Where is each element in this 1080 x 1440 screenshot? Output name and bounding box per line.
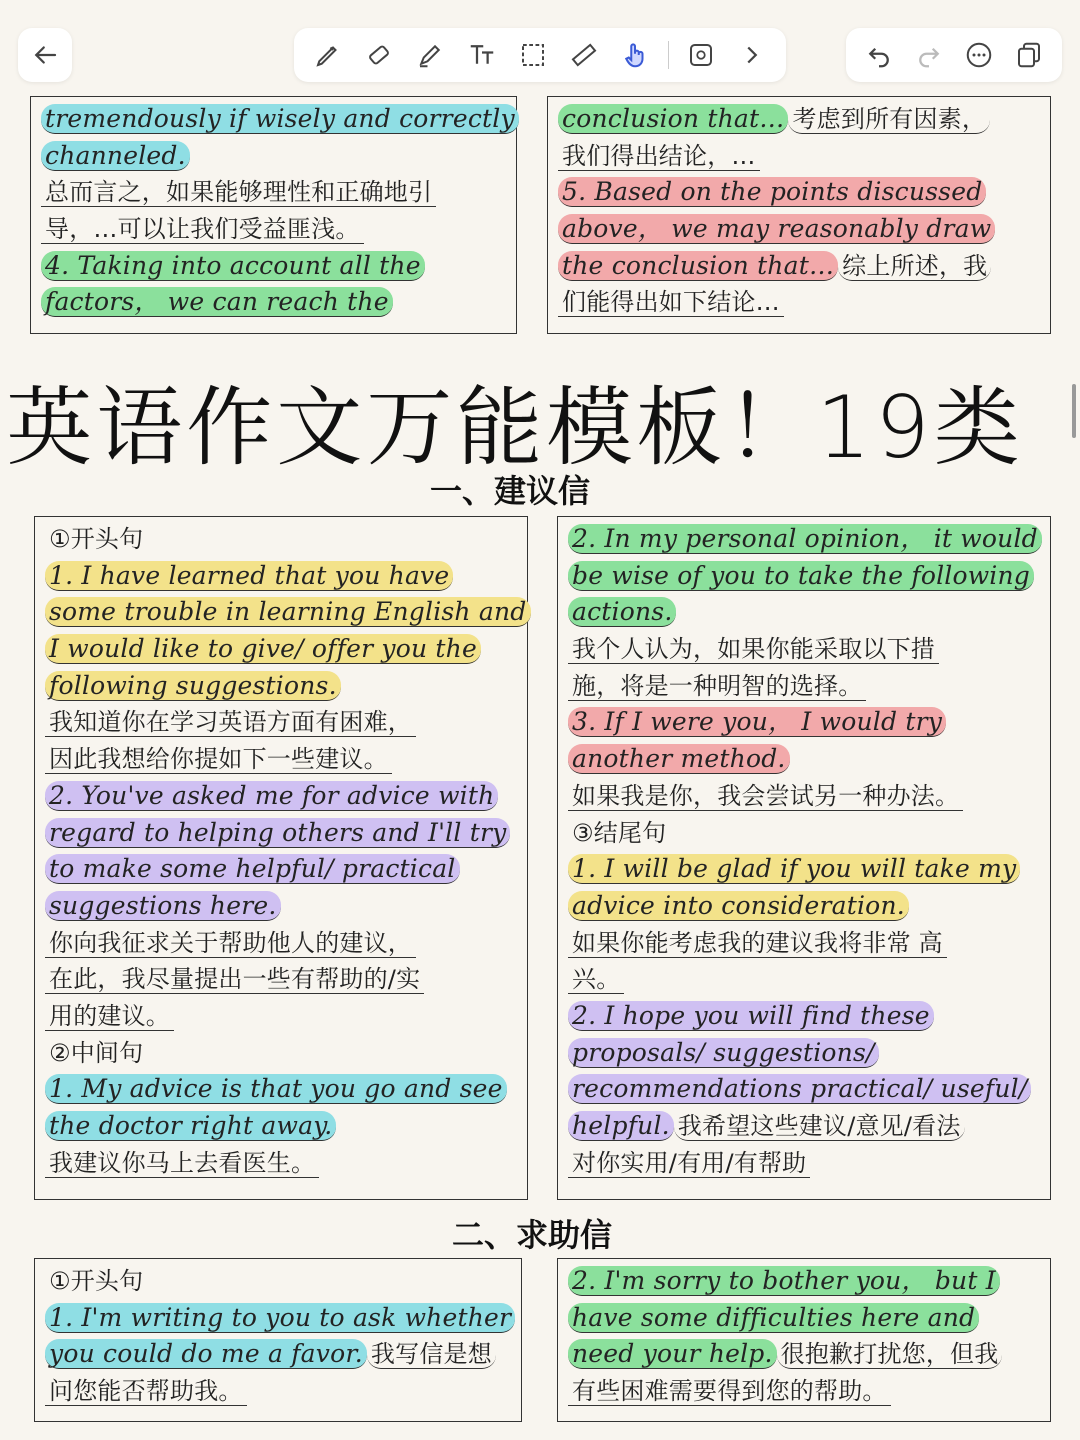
note-line-translation: 我希望这些建议/意见/看法 [674,1112,965,1141]
back-button[interactable] [18,28,72,82]
note-line-text: 1. I have learned that you have [45,561,453,591]
note-line-text: 用的建议。 [45,1002,174,1031]
note-line [568,888,1040,925]
chevron-right-icon[interactable] [733,36,771,74]
note-line-text: 如果我是你，我会尝试另一种办法。 [568,782,963,811]
note-line [568,631,1040,668]
note-line-text: 因此我想给你提如下一些建议。 [45,745,392,774]
note-line-text: 兴。 [568,965,624,994]
note-line [45,1263,511,1300]
note-line [45,521,517,558]
note-line [41,284,506,321]
note-line-text: 1. I will be glad if you will take my [568,854,1020,884]
note-line-text: ①开头句 [49,525,144,553]
note-line [41,101,515,138]
scrollbar[interactable] [1072,384,1076,438]
note-box-suggestion-right [557,516,1051,1200]
pen-icon[interactable] [309,36,347,74]
note-line [568,741,1040,778]
note-line-text: 导，…可以让我们受益匪浅。 [41,215,364,244]
note-line [45,815,517,852]
note-line-text: you could do me a favor. [45,1339,367,1369]
note-line [568,668,1040,705]
note-line [45,925,517,962]
note-line-text: 你向我征求关于帮助他人的建议， [45,929,416,958]
note-line-text: recommendations practical/ useful/ [568,1074,1031,1104]
note-line-text: 有些困难需要得到您的帮助。 [568,1377,891,1406]
note-box-top-left [30,96,517,334]
note-line-text: 我建议你马上去看医生。 [45,1149,319,1178]
note-line [568,925,1040,962]
note-line [45,1071,517,1108]
section-title-help-letter: 二、求助信 [452,1216,613,1254]
note-line-text: some trouble in learning English and [45,597,531,627]
note-line [568,1145,1040,1182]
note-line-text: suggestions here. [45,891,281,921]
note-line [45,1373,511,1410]
note-line-text: another method. [568,744,790,774]
note-line [558,174,1040,211]
text-icon[interactable] [463,36,501,74]
note-box-help-left [34,1258,522,1422]
ruler-icon[interactable] [565,36,603,74]
note-line-text: conclusion that… [558,104,788,134]
note-line [45,741,517,778]
note-line-translation: 我写信是想 [367,1340,496,1369]
note-line [45,998,517,1035]
pages-icon[interactable] [1010,36,1048,74]
note-line [568,998,1040,1035]
note-line [45,851,517,888]
note-line-text: 2. You've asked me for advice with [45,781,498,811]
note-line-text: 如果你能考虑我的建议我将非常 高 [568,929,947,958]
section-title-suggestion-letter: 一、建议信 [430,472,591,510]
note-line-text: 1. I'm writing to you to ask whether [45,1303,515,1333]
drawing-toolbar [294,28,786,82]
note-line-text: 对你实用/有用/有帮助 [568,1149,810,1178]
note-line-text: 3. If I were you， I would try [568,707,946,737]
note-line-text: actions. [568,597,676,627]
note-line [45,1300,511,1337]
note-line [558,211,1040,248]
note-line-text: proposals/ suggestions/ [568,1038,879,1068]
note-line-text: 我知道你在学习英语方面有困难， [45,708,416,737]
note-line-text: ②中间句 [49,1038,144,1067]
note-line [568,1300,1040,1337]
note-box-top-right [547,96,1051,334]
note-line [568,1035,1040,1072]
note-line-text: have some difficulties here and [568,1303,979,1333]
note-line-text: 在此，我尽量提出一些有帮助的/实 [45,965,424,994]
note-line [568,1336,1040,1373]
highlighter-icon[interactable] [411,36,449,74]
note-line [45,558,517,595]
note-line [45,961,517,998]
note-line-text: regard to helping others and I'll try [45,818,510,848]
note-line-translation: 综上所述，我 [838,252,991,281]
note-line-text: helpful. [568,1111,674,1141]
note-line [41,248,506,285]
eraser-icon[interactable] [360,36,398,74]
note-line-text: 2. In my personal opinion， it would [568,524,1042,554]
note-line [558,138,1040,175]
lasso-icon[interactable] [514,36,552,74]
note-line-text: channeled. [41,141,190,171]
note-line-text: factors， we can reach the [41,287,393,317]
note-line-text: be wise of you to take the following [568,561,1034,591]
note-line-text: ①开头句 [49,1267,144,1295]
note-line [568,961,1040,998]
note-line [41,174,506,211]
page-title: 英语作文万能模板！19类 [6,378,1024,478]
note-line [568,1071,1040,1108]
hand-pointer-icon[interactable] [616,36,654,74]
note-line-text: following suggestions. [45,671,341,701]
note-line-text: 们能得出如下结论… [558,288,784,317]
action-toolbar [846,28,1062,82]
note-line-text: I would like to give/ offer you the [45,634,481,664]
note-line [568,704,1040,741]
note-line [45,778,517,815]
note-line [568,778,1040,815]
note-line [568,1373,1040,1410]
note-line-text: 问您能否帮助我。 [45,1377,247,1406]
note-line-text: 总而言之，如果能够理性和正确地引 [41,178,436,207]
note-line [45,888,517,925]
note-line [568,851,1040,888]
note-line-text: 1. My advice is that you go and see [45,1074,507,1104]
note-line [41,211,506,248]
note-line-text: ③结尾句 [572,818,667,847]
note-line-text: to make some helpful/ practical [45,854,460,884]
note-line-text: the doctor right away. [45,1111,336,1141]
note-line [45,594,527,631]
note-line [558,248,1040,285]
note-line [568,521,1040,558]
note-line-text: above， we may reasonably draw [558,214,995,244]
note-line [41,138,506,175]
undo-icon[interactable] [860,36,898,74]
arrow-left-icon [26,36,64,74]
note-line-text: the conclusion that… [558,251,838,281]
note-line-text: 我个人认为，如果你能采取以下措 [568,635,939,664]
note-box-suggestion-left [34,516,528,1200]
note-line [568,594,1040,631]
note-line-text: tremendously if wisely and correctly [41,104,519,134]
note-line-text: 5. Based on the points discussed [558,177,986,207]
more-icon[interactable] [960,36,998,74]
note-line-text: 4. Taking into account all the [41,251,425,281]
note-line-translation: 考虑到所有因素， [788,105,990,134]
note-line [558,284,1040,321]
note-line [45,1108,517,1145]
note-line [558,101,1040,138]
note-line-text: advice into consideration. [568,891,909,921]
note-box-help-right [557,1258,1051,1422]
note-line-text: 我们得出结论，… [558,142,760,171]
redo-icon[interactable] [910,36,948,74]
note-line [568,815,1040,852]
note-line [45,1145,517,1182]
note-line-text: 2. I hope you will find these [568,1001,934,1031]
note-line [568,1108,1040,1145]
note-line [45,1035,517,1072]
note-line [45,668,517,705]
note-line-translation: 很抱歉打扰您，但我 [777,1340,1003,1369]
note-line-text: 2. I'm sorry to bother you， but I [568,1266,1000,1296]
note-line [568,558,1040,595]
toolbar-divider [668,41,669,69]
note-line [45,704,517,741]
note-line [45,1336,511,1373]
note-line-text: 施，将是一种明智的选择。 [568,672,866,701]
note-line-text: need your help. [568,1339,777,1369]
note-line [568,1263,1040,1300]
note-line [45,631,517,668]
image-icon[interactable] [682,36,720,74]
